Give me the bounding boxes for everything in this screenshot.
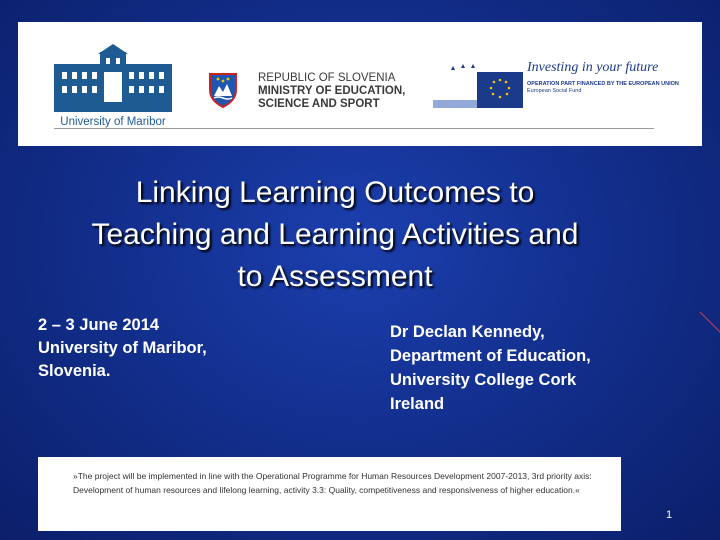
event-venue: University of Maribor, — [38, 339, 207, 357]
title-line-3: to Assessment — [237, 260, 433, 293]
title-line-2: Teaching and Learning Activities and — [91, 218, 579, 251]
eu-logo — [433, 60, 683, 120]
title-line-1: Linking Learning Outcomes to — [135, 176, 535, 209]
speaker-country: Ireland — [390, 395, 445, 413]
eu-flag-icon — [433, 60, 525, 112]
banner-divider — [54, 128, 654, 129]
ministry-crest — [208, 72, 238, 108]
slovenia-crest-icon — [208, 72, 238, 108]
logo-banner — [18, 22, 702, 146]
speaker-institution: University College Cork — [390, 371, 577, 389]
funding-statement: »The project will be implemented in line with the Operational Programme for Human Resources Development 2007-2013, 3rd priority axis: Development of human resources and lifelong learning, activity 3.3: Quality, competitiveness and responsiveness of higher education.« — [73, 471, 592, 495]
university-label: University of Maribor — [60, 116, 166, 128]
slide-title — [20, 172, 650, 298]
funding-footer — [38, 457, 621, 531]
event-details — [38, 314, 298, 383]
page-number: 1 — [666, 509, 673, 521]
eu-fund-name: European Social Fund — [527, 88, 582, 94]
speaker-name: Dr Declan Kennedy, — [390, 323, 545, 341]
ministry-name — [258, 72, 438, 111]
university-building-icon — [54, 44, 172, 112]
eu-slogan: Investing in your future — [527, 60, 659, 75]
ministry-line-3: SCIENCE AND SPORT — [258, 98, 380, 110]
university-logo — [54, 44, 172, 134]
speaker-department: Department of Education, — [390, 347, 591, 365]
event-date: 2 – 3 June 2014 — [38, 316, 160, 334]
speaker-details — [390, 320, 690, 416]
ministry-line-1: REPUBLIC OF SLOVENIA — [258, 72, 396, 84]
ministry-line-2: MINISTRY OF EDUCATION, — [258, 85, 406, 97]
event-country: Slovenia. — [38, 362, 111, 380]
decorative-line — [700, 312, 720, 336]
eu-financing-note: OPERATION PART FINANCED BY THE EUROPEAN UNION — [527, 81, 679, 87]
